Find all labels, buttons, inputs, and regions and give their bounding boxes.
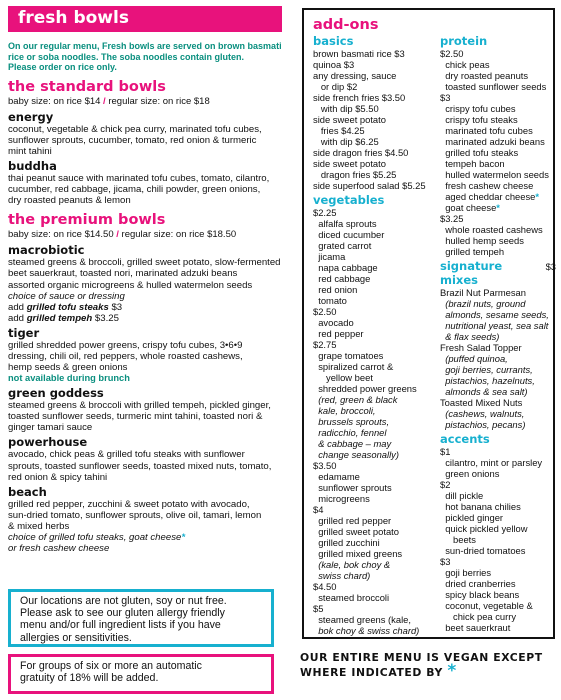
addon-item: change seasonally) (313, 449, 399, 460)
basics-heading: basics (313, 34, 354, 48)
notice-line: Please ask to see our gluten allergy friendly (20, 607, 225, 620)
bowl-desc-energy (8, 124, 282, 157)
addon-item: hot banana chilies (440, 501, 521, 512)
addon-item: & cabbage – may (313, 438, 392, 449)
fresh-bowls-title: fresh bowls (8, 6, 282, 32)
addon-item: dry roasted peanuts (440, 70, 529, 81)
bowl-name-powerhouse: powerhouse (8, 435, 88, 450)
addon-item: coconut, vegetable & (440, 600, 533, 611)
bowl-name-tiger: tiger (8, 325, 40, 340)
addon-item: radicchio, fennel (313, 427, 387, 438)
desc-line: thai peanut sauce with marinated tofu cubes, tomato, cilantro, (8, 173, 270, 185)
addon-item: fresh cashew cheese (440, 180, 534, 191)
addon-item: tempeh bacon (440, 158, 505, 169)
addon-item: side french fries $3.50 (313, 92, 406, 103)
add-price: $3 (108, 301, 123, 313)
addon-item: & flax seeds) (440, 331, 500, 342)
intro-line: Please order on rice only. (8, 62, 117, 73)
addon-item: swiss chard) (313, 570, 371, 581)
bowl-desc-green-goddess (8, 400, 282, 433)
desc-line: toasted sunflower seeds, turmeric mint tahini, toasted nori & (8, 411, 263, 423)
tiger-note: not available during brunch (8, 373, 130, 384)
desc-line: mint tahini (8, 145, 52, 157)
price-tier: $3.50 (313, 460, 337, 471)
bowl-desc-buddha (8, 173, 282, 206)
addon-item: grilled tofu steaks (440, 147, 519, 158)
addon-item: (red, green & black (313, 394, 398, 405)
price-tier: $2.50 (313, 306, 337, 317)
addon-item: grilled red pepper (313, 515, 392, 526)
footer-line (300, 660, 558, 681)
signature-mix-name: Fresh Salad Topper (440, 342, 522, 353)
addon-item: whole roasted cashews (440, 224, 543, 235)
desc-line: grilled red pepper, zucchini & sweet potato with avocado, (8, 498, 250, 510)
addon-item: marinated adzuki beans (440, 136, 545, 147)
price-tier: $5 (313, 603, 324, 614)
bowl-name-macrobiotic: macrobiotic (8, 243, 85, 258)
desc-line: beet sauerkraut, toasted nori, marinated adzuki beans (8, 268, 238, 280)
vegetables-heading: vegetables (313, 193, 385, 207)
footer-asterisk: * (447, 660, 457, 681)
addon-item: beets (440, 534, 476, 545)
bowl-desc-macrobiotic (8, 257, 282, 290)
vegan-exception-asterisk: * (496, 202, 500, 213)
addon-item: red pepper (313, 328, 364, 339)
premium-bowls-heading: the premium bowls (8, 212, 166, 229)
intro-text (8, 41, 282, 73)
price-tier: $4.50 (313, 581, 337, 592)
addon-item: napa cabbage (313, 262, 378, 273)
addon-item: goji berries (440, 567, 492, 578)
addon-item: grilled tempeh (440, 246, 505, 257)
standard-sizes (8, 96, 282, 108)
addon-item: quick pickled yellow (440, 523, 528, 534)
vegan-exception-asterisk: * (181, 532, 186, 544)
notice-line: allergies or sensitivities. (20, 631, 132, 644)
desc-line: sun-dried tomato, sunflower sprouts, olive oil, tamari, lemon (8, 509, 262, 521)
gratuity-notice (8, 654, 274, 694)
addon-item: alfalfa sprouts (313, 218, 377, 229)
addon-item: hulled hemp seeds (440, 235, 524, 246)
bowl-name-energy: energy (8, 109, 54, 124)
bowl-desc-powerhouse (8, 449, 282, 482)
addon-item: green onions (440, 468, 500, 479)
addon-item: pistachios, hazelnuts, (440, 375, 535, 386)
price-tier: $2 (440, 479, 451, 490)
signature-mixes-header (440, 259, 556, 287)
addon-item: microgreens (313, 493, 370, 504)
desc-line: hemp seeds & green onions (8, 362, 128, 374)
addon-item: fries $4.25 (313, 125, 365, 136)
footer-text: WHERE INDICATED BY (300, 665, 443, 679)
addon-item: side dragon fries $4.50 (313, 147, 409, 158)
price-tier: $2.25 (313, 207, 337, 218)
fresh-bowls-section (8, 6, 282, 554)
signature-mixes-heading: signature mixes (440, 259, 503, 287)
price-tier: $2.50 (440, 48, 464, 59)
addon-item: bok choy & swiss chard) (313, 625, 420, 636)
addon-item: any dressing, sauce (313, 70, 397, 81)
price-tier: $3 (440, 92, 451, 103)
addon-item: red onion (313, 284, 358, 295)
macrobiotic-add-tofu (8, 302, 282, 313)
addon-item: pickled ginger (440, 512, 504, 523)
desc-line: red onion & spicy tahini (8, 471, 108, 483)
addon-item: side sweet potato (313, 114, 386, 125)
addon-item: side sweet potato (313, 158, 386, 169)
macrobiotic-note: choice of sauce or dressing (8, 290, 125, 302)
addon-item: beet sauerkraut (440, 622, 511, 633)
addon-item: crispy tofu steaks (440, 114, 518, 125)
addon-item: dragon fries $5.25 (313, 169, 397, 180)
addon-item: almonds & sea salt) (440, 386, 528, 397)
addon-item: diced cucumber (313, 229, 385, 240)
addon-item: toasted sunflower seeds (440, 81, 547, 92)
addon-item: or dip $2 (313, 81, 358, 92)
size-separator: / (100, 95, 109, 107)
addon-item: quinoa $3 (313, 59, 355, 70)
signature-mix-name: Toasted Mixed Nuts (440, 397, 523, 408)
addon-item: nutritional yeast, sea salt (440, 320, 549, 331)
add-ons-right-column (440, 34, 556, 633)
bowl-desc-tiger (8, 340, 282, 373)
protein-heading: protein (440, 34, 488, 48)
desc-line: steamed greens & broccoli with grilled tempeh, pickled ginger, (8, 400, 271, 412)
add-label: add (8, 312, 27, 324)
intro-line: rice or soba noodles. The soba noodles contain gluten. (8, 51, 245, 62)
addon-item: pistachios, pecans) (440, 419, 526, 430)
price-tier: $3 (440, 556, 451, 567)
addon-item: steamed broccoli (313, 592, 390, 603)
addon-item: cilantro, mint or parsley (440, 457, 543, 468)
addon-item: almonds, sesame seeds, (440, 309, 549, 320)
desc-line: sunflower sprouts, cucumber, tomato, red onion & turmeric (8, 134, 257, 146)
add-price: $3.25 (92, 312, 119, 324)
beach-note-2: or fresh cashew cheese (8, 543, 110, 555)
addon-item: shredded power greens (313, 383, 417, 394)
addon-item: marinated tofu cubes (440, 125, 533, 136)
addon-item: grated carrot (313, 240, 372, 251)
add-ons-title: add-ons (313, 17, 379, 33)
addon-item: kale, broccoli, (313, 405, 376, 416)
desc-line: assorted organic microgreens & hulled watermelon seeds (8, 279, 253, 291)
desc-line: cucumber, red cabbage, jicama, chili powder, green onions, (8, 184, 261, 196)
regular-size-price: regular size: on rice $18 (108, 95, 210, 107)
vegan-footer (300, 651, 558, 679)
notice-line: For groups of six or more an automatic (20, 660, 202, 672)
desc-line: steamed greens & broccoli, grilled sweet potato, slow-fermented (8, 257, 281, 269)
baby-size-price: baby size: on rice $14 (8, 95, 101, 107)
bowl-name-green-goddess: green goddess (8, 386, 104, 401)
addon-item: spicy black beans (440, 589, 520, 600)
desc-line: ginger tamari sauce (8, 422, 93, 434)
desc-line: sprouts, toasted sunflower seeds, toasted mixed nuts, tomato, (8, 460, 272, 472)
regular-size-price: regular size: on rice $18.50 (121, 229, 237, 241)
price-tier: $1 (440, 446, 451, 457)
addon-item: goji berries, currants, (440, 364, 533, 375)
vegan-exception-asterisk: * (535, 191, 540, 202)
desc-line: avocado, chick peas & grilled tofu steaks with sunflower (8, 449, 245, 461)
addon-item: grilled zucchini (313, 537, 380, 548)
addon-item: (brazil nuts, ground (440, 298, 526, 309)
addon-item: with dip $5.50 (313, 103, 379, 114)
intro-line: On our regular menu, Fresh bowls are served on brown basmati (8, 41, 282, 51)
addon-item: side superfood salad $5.25 (313, 180, 426, 191)
macrobiotic-add-tempeh (8, 313, 282, 324)
desc-line: dry roasted peanuts & lemon (8, 195, 131, 207)
desc-line: coconut, vegetable & chick pea curry, marinated tofu cubes, (8, 123, 262, 135)
addon-item: dill pickle (440, 490, 484, 501)
accents-heading: accents (440, 432, 490, 446)
addon-item: goat cheese* (440, 202, 500, 213)
notice-line: gratuity of 18% will be added. (20, 672, 159, 685)
addon-item: tomato (313, 295, 347, 306)
note-text: choice of grilled tofu steaks, goat cheese (8, 532, 182, 544)
addon-item: grilled sweet potato (313, 526, 399, 537)
addon-item: red cabbage (313, 273, 371, 284)
add-item: grilled tofu steaks (26, 301, 109, 313)
addon-item: (kale, bok choy & (313, 559, 391, 570)
addon-item: steamed greens (kale, (313, 614, 411, 625)
beach-note (8, 532, 282, 543)
baby-size-price: baby size: on rice $14.50 (8, 229, 114, 241)
add-ons-panel (302, 8, 555, 639)
size-separator: / (113, 229, 122, 241)
addon-item: edamame (313, 471, 360, 482)
addon-item: (cashews, walnuts, (440, 408, 525, 419)
signature-mixes-price: $3 (545, 261, 556, 272)
addon-item: (puffed quinoa, (440, 353, 508, 364)
addon-item: jicama (313, 251, 346, 262)
addon-item: spiralized carrot & (313, 361, 394, 372)
addon-item: brown basmati rice $3 (313, 48, 405, 59)
addon-item: chick pea curry (440, 611, 517, 622)
addon-item: avocado (313, 317, 354, 328)
price-tier: $3.25 (440, 213, 464, 224)
addon-item: brussels sprouts, (313, 416, 390, 427)
addon-item: chick peas (440, 59, 490, 70)
price-tier: $4 (313, 504, 324, 515)
addon-item: with dip $6.25 (313, 136, 379, 147)
signature-mix-name: Brazil Nut Parmesan (440, 287, 526, 298)
desc-line: dressing, chili oil, red peppers, whole roasted cashews, (8, 351, 243, 362)
premium-sizes (8, 229, 282, 241)
standard-bowls-heading: the standard bowls (8, 78, 166, 95)
price-tier: $2.75 (313, 339, 337, 350)
bowl-name-buddha: buddha (8, 159, 57, 174)
desc-line: & mixed herbs (8, 520, 70, 532)
addon-item: sunflower sprouts (313, 482, 392, 493)
add-ons-left-column (313, 34, 441, 636)
bowl-name-beach: beach (8, 484, 47, 499)
addon-item: grape tomatoes (313, 350, 384, 361)
desc-line: grilled shredded power greens, crispy tofu cubes, 3•6•9 (8, 339, 243, 351)
addon-item: aged cheddar cheese* (440, 191, 540, 202)
footer-line: OUR ENTIRE MENU IS VEGAN EXCEPT (300, 651, 543, 664)
add-label: add (8, 301, 27, 313)
allergy-notice (8, 589, 274, 647)
addon-item: yellow beet (313, 372, 373, 383)
addon-item: dried cranberries (440, 578, 516, 589)
addon-item: hulled watermelon seeds (440, 169, 549, 180)
notice-line: menu and/or full ingredient lists if you have (20, 619, 221, 632)
addon-item: grilled mixed greens (313, 548, 403, 559)
notice-line: Our locations are not gluten, soy or nut free. (20, 595, 227, 607)
add-item: grilled tempeh (26, 312, 93, 324)
addon-item: crispy tofu cubes (440, 103, 516, 114)
addon-item: sun-dried tomatoes (440, 545, 526, 556)
bowl-desc-beach (8, 499, 282, 532)
